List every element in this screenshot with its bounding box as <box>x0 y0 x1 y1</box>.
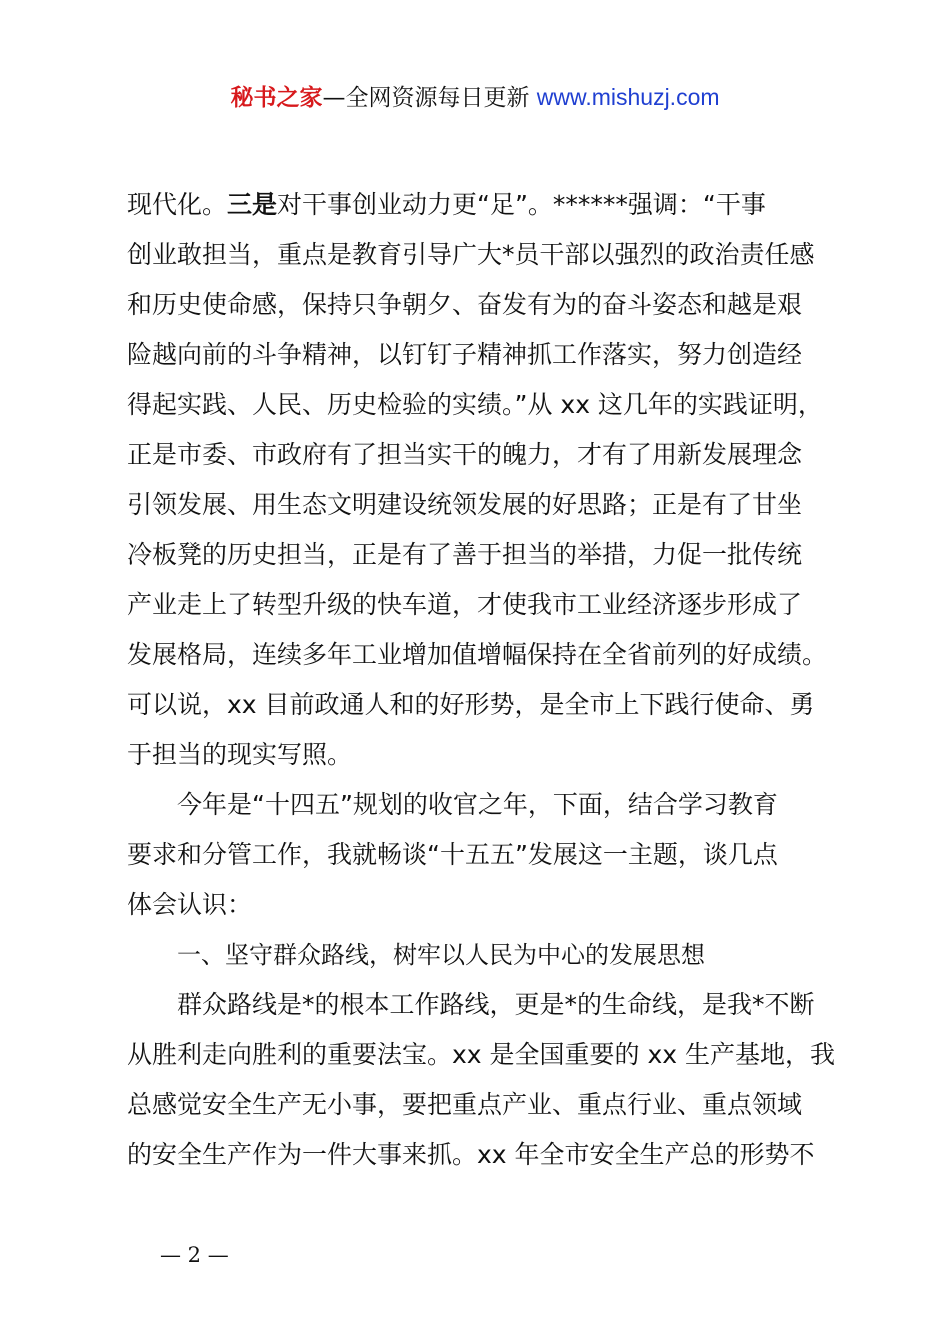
header-tagline: —全网资源每日更新 <box>322 85 537 111</box>
site-header <box>0 80 950 115</box>
body-line: 从胜利走向胜利的重要法宝。xx 是全国重要的 xx 生产基地，我 <box>127 1040 836 1069</box>
body-line: 可以说，xx 目前政通人和的好形势，是全市上下践行使命、勇 <box>127 690 815 719</box>
body-line: 冷板凳的历史担当，正是有了善于担当的举措，力促一批传统 <box>127 540 803 569</box>
body-line: 正是市委、市政府有了担当实干的魄力，才有了用新发展理念 <box>127 440 803 469</box>
website-link[interactable]: www.mishuzj.com <box>536 84 720 110</box>
bold-text: 三是 <box>227 190 278 219</box>
body-line: 要求和分管工作，我就畅谈“十五五”发展这一主题，谈几点 <box>127 840 778 869</box>
body-line: 引领发展、用生态文明建设统领发展的好思路；正是有了甘坐 <box>127 490 803 519</box>
body-line: 群众路线是*的根本工作路线，更是*的生命线，是我*不断 <box>177 990 815 1019</box>
body-line: 的安全生产作为一件大事来抓。xx 年全市安全生产总的形势不 <box>127 1140 815 1169</box>
body-line: 得起实践、人民、历史检验的实绩。”从 xx 这几年的实践证明， <box>127 390 823 419</box>
body-line: 和历史使命感，保持只争朝夕、奋发有为的奋斗姿态和越是艰 <box>127 290 803 319</box>
body-line: 发展格局，连续多年工业增加值增幅保持在全省前列的好成绩。 <box>127 640 828 669</box>
body-line: 险越向前的斗争精神，以钉钉子精神抓工作落实，努力创造经 <box>127 340 803 369</box>
document-body <box>127 180 837 1180</box>
text-run: 对干事创业动力更“足”。******强调：“干事 <box>277 190 766 219</box>
text-run: 现代化。 <box>127 190 228 219</box>
body-line: 总感觉安全生产无小事，要把重点产业、重点行业、重点领域 <box>127 1090 803 1119</box>
body-line: 今年是“十四五”规划的收官之年，下面，结合学习教育 <box>177 790 778 819</box>
body-line <box>127 180 837 230</box>
body-line: 体会认识： <box>127 890 253 919</box>
body-line: 创业敢担当，重点是教育引导广大*员干部以强烈的政治责任感 <box>127 240 815 269</box>
body-line: 于担当的现实写照。 <box>127 740 353 769</box>
section-heading: 一、坚守群众路线，树牢以人民为中心的发展思想 <box>177 941 705 969</box>
page-number: — 2 — <box>160 1243 229 1267</box>
brand-name: 秘书之家 <box>230 85 323 111</box>
body-line: 产业走上了转型升级的快车道，才使我市工业经济逐步形成了 <box>127 590 803 619</box>
